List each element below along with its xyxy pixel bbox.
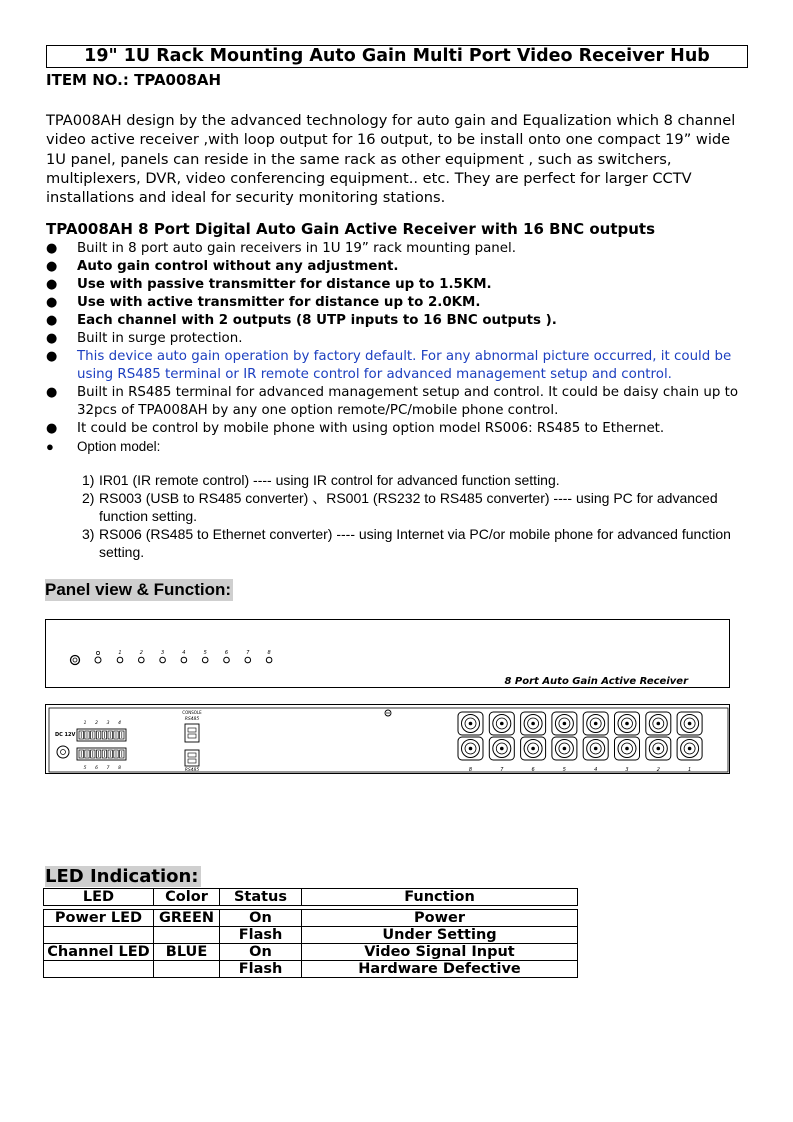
bnc-connector-pin-icon [500,747,504,751]
dc-label: DC 12V [55,732,76,738]
table-header-cell: Status [220,889,302,906]
console-port-top-pin [188,734,196,738]
bnc-number: 1 [688,767,692,773]
channel-led-number: 7 [246,650,250,656]
ir-sensor-icon [71,656,80,665]
channel-led-number: 2 [139,650,143,656]
terminal-number: 6 [95,766,98,771]
bnc-number: 2 [656,767,660,773]
terminal-block-bottom [77,748,126,760]
bnc-connector-pin-icon [469,722,473,726]
channel-led-icon [266,657,272,663]
item-number: ITEM NO.: TPA008AH [46,71,222,89]
option-item: 2) RS003 (USB to RS485 converter) 、RS001 (RS232 to RS485 converter) ---- using PC for advanced function setting. [82,490,718,524]
bnc-number: 3 [625,767,629,773]
option-models-list [82,471,750,561]
bnc-connector-pin-icon [594,747,598,751]
terminal-top-numbers [84,720,122,726]
console-port-top-pin [188,728,196,732]
bullet-icon: ● [46,331,58,346]
table-row [44,910,578,927]
bullet-icon: ● [46,349,58,364]
bnc-connector-pin-icon [625,747,629,751]
channel-led-number: 5 [203,650,207,656]
power-led-mark-icon [96,651,99,654]
bnc-connector-pin-icon [469,747,473,751]
terminal-bottom-numbers [84,765,122,771]
table-cell: Flash [220,961,302,978]
features-list [46,240,752,456]
channel-led-icon [245,657,251,663]
channel-led-number: 4 [182,650,186,656]
feature-item: ● Use with passive transmitter for distance up to 1.5KM. [46,277,492,292]
back-panel-svg [46,705,731,775]
table-header-cell: Function [302,889,578,906]
console-port-bottom-pin [188,753,196,757]
table-header-cell: Color [154,889,220,906]
feature-item: ● This device auto gain operation by factory default. For any abnormal picture occurred, it could be using RS485 terminal or IR remote control for advanced management setup and control. [46,349,732,382]
terminal-block-top [77,729,126,741]
channel-led-number: 8 [267,650,271,656]
table-cell: Under Setting [302,927,578,944]
table-cell: Channel LED [44,944,154,961]
feature-item: ● Option model: [46,439,161,454]
bnc-connector-pin-icon [594,722,598,726]
bullet-icon: ● [46,385,58,400]
bnc-number: 7 [500,767,504,773]
table-cell: Video Signal Input [302,944,578,961]
table-row [44,944,578,961]
bnc-outputs [458,712,702,773]
intro-paragraph: TPA008AH design by the advanced technology for auto gain and Equalization which 8 channel video active receiver ,with loop output for 16 output, to be install onto one compact 19” wide 1U panel, panels can reside in the same rack as other equipment , such as switchers, multiplexers, DVR, video conferencing equipment.. etc. They are perfect for larger CCTV installations and ideal for security monitoring stations. [46,112,736,207]
power-led-icon [95,657,101,663]
bnc-connector-pin-icon [563,722,567,726]
table-cell [44,961,154,978]
table-row [44,927,578,944]
table-header-row [44,889,578,906]
channel-led-number: 3 [161,650,165,656]
front-panel-label: 8 Port Auto Gain Active Receiver [504,676,688,687]
table-cell: GREEN [154,910,220,927]
led-indication-heading: LED Indication: [45,866,199,887]
table-cell: Power LED [44,910,154,927]
table-cell: BLUE [154,944,220,961]
terminal-number: 1 [83,721,87,726]
rs485-bottom-label: RS485 [184,768,200,773]
bnc-connector-pin-icon [500,722,504,726]
feature-item: ● Use with active transmitter for distance up to 2.0KM. [46,295,481,310]
bullet-icon: ● [46,439,54,454]
led-indication-table [43,888,578,978]
bnc-connector-pin-icon [657,747,661,751]
table-cell [154,961,220,978]
front-panel-svg [46,620,731,689]
ir-sensor-inner-icon [73,658,77,662]
option-item: 1) IR01 (IR remote control) ---- using IR control for advanced function setting. [82,472,560,488]
features-heading: TPA008AH 8 Port Digital Auto Gain Active Receiver with 16 BNC outputs [46,220,656,238]
bnc-connector-pin-icon [531,747,535,751]
bullet-icon: ● [46,241,58,256]
bnc-number: 8 [468,767,473,773]
bnc-number: 5 [562,767,566,773]
table-cell: On [220,910,302,927]
bnc-connector-pin-icon [625,722,629,726]
bnc-connector-pin-icon [657,722,661,726]
channel-led-icon [139,657,145,663]
feature-item: ● Auto gain control without any adjustment. [46,259,399,274]
table-cell [44,927,154,944]
feature-item: ● Built in surge protection. [46,331,243,346]
bnc-connector-pin-icon [688,747,692,751]
terminal-number: 7 [106,766,110,771]
table-cell [154,927,220,944]
terminal-number: 3 [106,721,110,726]
rs485-label: RS485 [184,717,200,722]
bnc-connector-pin-icon [563,747,567,751]
bullet-icon: ● [46,421,58,436]
channel-led-number: 1 [118,650,122,656]
feature-item: ● It could be control by mobile phone with using option model RS006: RS485 to Ethernet. [46,421,665,436]
bnc-number: 6 [531,767,535,773]
bnc-number: 4 [594,767,598,773]
channel-led-icon [117,657,123,663]
bnc-connector-pin-icon [531,722,535,726]
table-cell: Power [302,910,578,927]
back-panel-diagram [45,704,730,774]
table-cell: Hardware Defective [302,961,578,978]
table-header-cell: LED [44,889,154,906]
bnc-connector-pin-icon [688,722,692,726]
channel-led-number: 6 [224,650,229,656]
table-cell: On [220,944,302,961]
terminal-number: 5 [83,766,87,771]
terminal-block-bottom-pins [79,750,124,758]
document-title: 19" 1U Rack Mounting Auto Gain Multi Port Video Receiver Hub [46,45,748,68]
channel-led-icon [160,657,166,663]
front-panel-diagram [45,619,730,688]
feature-item: ● Built in 8 port auto gain receivers in 1U 19” rack mounting panel. [46,241,516,256]
console-label: CONSOLE [182,710,202,715]
option-item: 3) RS006 (RS485 to Ethernet converter) ---- using Internet via PC/or mobile phone for advanced function setting. [82,526,731,560]
panel-view-heading: Panel view & Function: [45,580,232,599]
console-port-bottom-pin [188,759,196,763]
dc-jack-icon [57,746,69,758]
bullet-icon: ● [46,313,58,328]
console-port-top [185,724,199,742]
bullet-icon: ● [46,295,58,310]
channel-led-icon [224,657,230,663]
channel-led-icon [181,657,187,663]
table-row [44,961,578,978]
terminal-block-top-pins [79,731,124,739]
channel-led-icon [202,657,208,663]
terminal-number: 2 [95,721,98,726]
channel-leds [117,650,272,663]
console-port-bottom [185,750,199,766]
terminal-number: 8 [118,766,121,771]
bullet-icon: ● [46,259,58,274]
feature-item: ● Built in RS485 terminal for advanced management setup and control. It could be daisy chain up to 32pcs of TPA008AH by any one option remote/PC/mobile phone control. [46,385,739,418]
bullet-icon: ● [46,277,58,292]
terminal-number: 4 [118,721,121,726]
feature-item: ● Each channel with 2 outputs (8 UTP inputs to 16 BNC outputs ). [46,313,557,328]
dc-jack-inner-icon [61,750,66,755]
table-cell: Flash [220,927,302,944]
